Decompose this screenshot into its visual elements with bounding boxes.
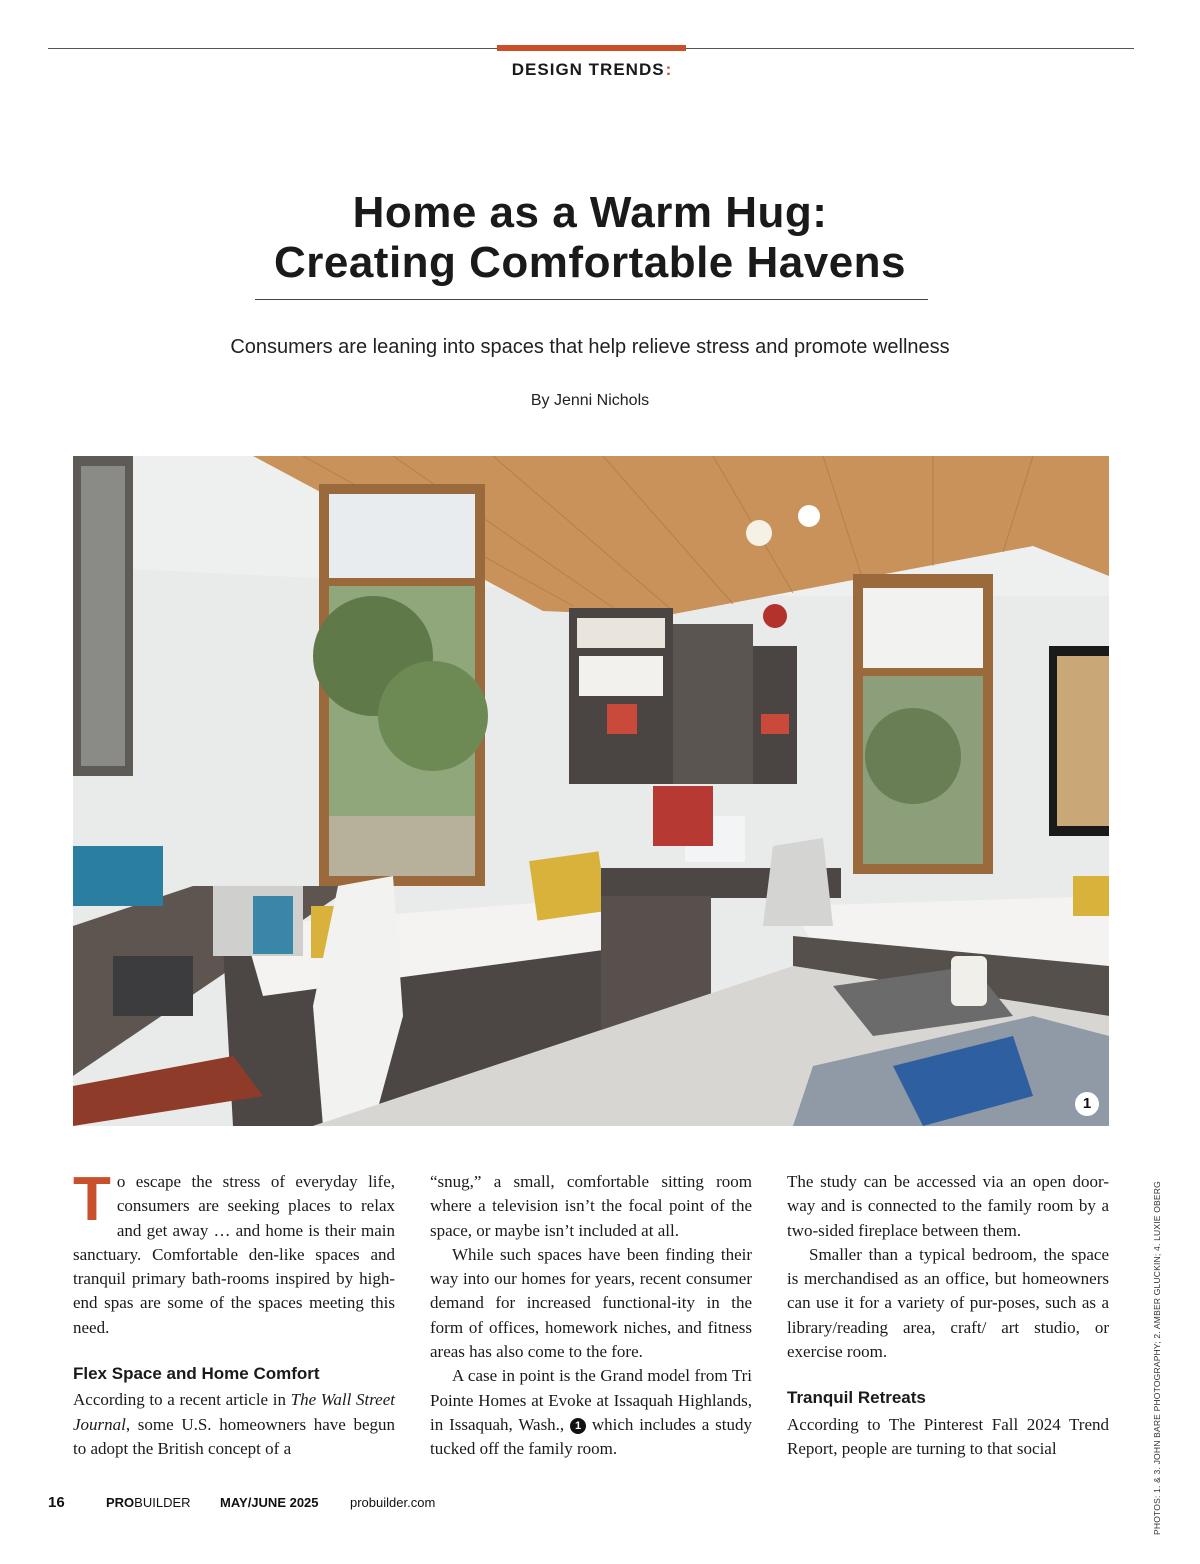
hero-photo xyxy=(73,456,1109,1126)
article-deck: Consumers are leaning into spaces that help relieve stress and promote wellness xyxy=(230,336,950,358)
subhead-flex-space: Flex Space and Home Comfort xyxy=(73,1364,320,1384)
paragraph-text: A case in point is the Grand model from Tri Pointe Homes at Evoke at Issaquah Highlands, in Issaquah, Wash., xyxy=(430,1366,752,1434)
paragraph-text: which includes a study tucked off the family room. xyxy=(430,1414,752,1459)
hero-photo-illustration xyxy=(73,456,1109,1126)
paragraph-text: , some U.S. homeowners have begun to adopt the British concept of a xyxy=(73,1414,395,1458)
section-label-text: DESIGN TRENDS xyxy=(511,60,665,79)
issue-date: MAY/JUNE 2025 xyxy=(220,1495,319,1510)
article-column-3 xyxy=(787,1170,1109,1461)
page-number: 16 xyxy=(48,1494,65,1511)
magazine-name-rest: BUILDER xyxy=(134,1495,191,1510)
photo-credits-text: PHOTOS: 1. & 3. JOHN BARE PHOTOGRAPHY; 2. AMBER GLUCKIN; 4. LUXIE OBERG xyxy=(1152,1181,1162,1535)
paragraph-text: According to a recent article in xyxy=(73,1390,291,1410)
paragraph: “snug,” a small, comfortable sitting room where a television isn’t the focal point of the space, or maybe isn’t included at all. xyxy=(430,1172,752,1240)
section-accent-bar xyxy=(497,45,686,51)
photo-credits xyxy=(1148,1135,1166,1535)
subhead-tranquil-retreats: Tranquil Retreats xyxy=(787,1388,926,1408)
publication-title: The Wall Street Journal xyxy=(73,1390,395,1434)
magazine-name-bold: PRO xyxy=(106,1495,135,1510)
section-label xyxy=(400,60,784,80)
section-label-colon: : xyxy=(665,60,673,79)
paragraph: While such spaces have been finding their way into our homes for years, recent consumer demand for increased functional-ity in the form of offices, homework niches, and fitness areas has also come to the fore. xyxy=(430,1244,752,1362)
paragraph: According to The Pinterest Fall 2024 Trend Report, people are turning to that social xyxy=(787,1414,1109,1458)
site-url[interactable]: probuilder.com xyxy=(350,1495,436,1510)
paragraph: The study can be accessed via an open door-way and is connected to the family room by a two-sided fireplace between them. xyxy=(787,1172,1109,1240)
paragraph-text: o escape the stress of everyday life, consumers are seeking places to relax and get away … and home is their main sanctuary. Comfortable den-like spaces and tranquil primary bath-rooms inspired by high-end spas are some of the spaces meeting this need. xyxy=(73,1172,395,1337)
photo-number-badge: 1 xyxy=(1075,1092,1099,1116)
drop-cap: T xyxy=(73,1165,111,1234)
paragraph: Smaller than a typical bedroom, the space is merchandised as an office, but homeowners can use it for a variety of pur-poses, such as a library/reading area, craft/ art studio, or exercise room. xyxy=(787,1244,1109,1362)
headline-line-2: Creating Comfortable Havens xyxy=(273,238,907,287)
headline-rule xyxy=(255,299,928,300)
article-headline xyxy=(150,188,1030,288)
article-column-1 xyxy=(73,1165,395,1461)
article-byline: By Jenni Nichols xyxy=(530,392,650,409)
paragraph xyxy=(73,1165,395,1340)
photo-reference-marker: 1 xyxy=(570,1418,586,1434)
paragraph xyxy=(73,1388,395,1461)
headline-line-1: Home as a Warm Hug: xyxy=(352,188,828,237)
article-column-2 xyxy=(430,1170,752,1462)
magazine-name xyxy=(106,1495,191,1510)
paragraph xyxy=(430,1364,752,1461)
